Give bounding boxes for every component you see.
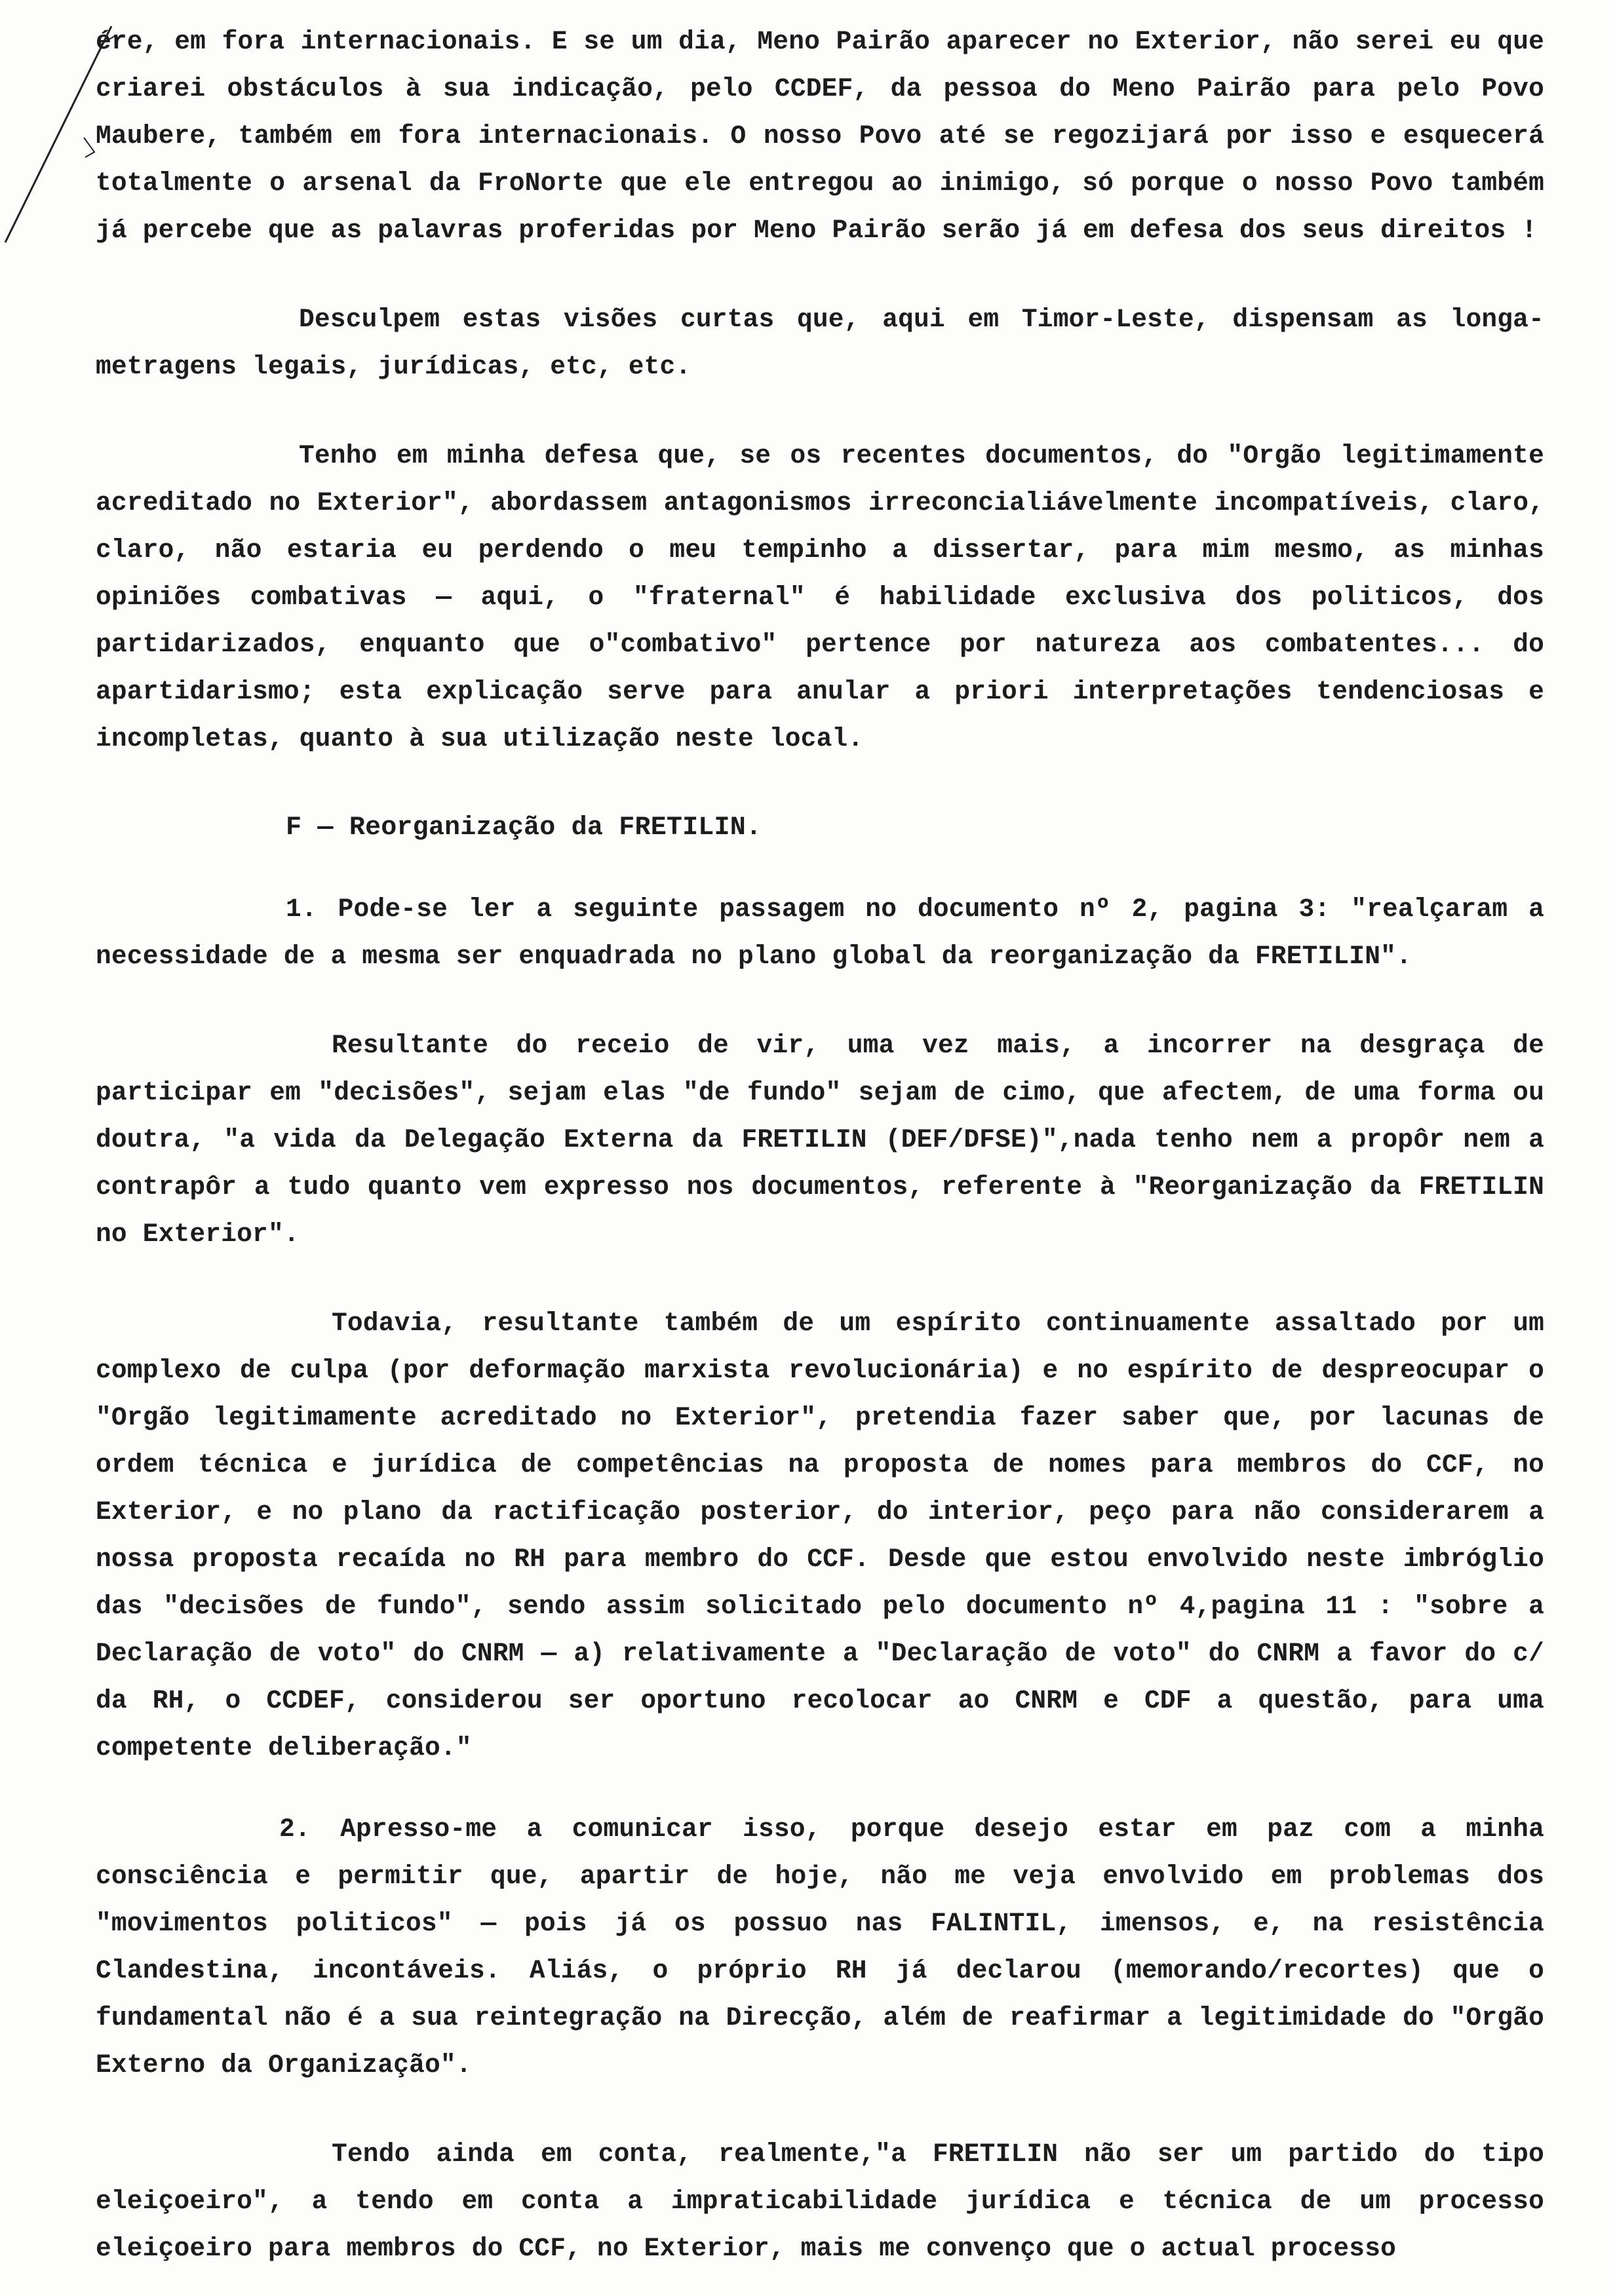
paragraph-2: Desculpem estas visões curtas que, aqui em Timor-Leste, dispensam as longa-metragens legais, jurídicas, etc, etc.	[96, 305, 1544, 381]
paragraph-1: ére, em fora internacionais. E se um dia, Meno Pairão aparecer no Exterior, não serei eu que criarei obstáculos à sua indicação, pelo CCDEF, da pessoa do Meno Pairão para pelo Povo Maubere, também em fora internacionais. O nosso Povo até se regozijará por isso e esquecerá totalmente o arsenal da FroNorte que ele entregou ao inimigo, só porque o nosso Povo também já percebe que as palavras proferidas por Meno Pairão serão já em defesa dos seus direitos !	[96, 27, 1544, 245]
paragraph-7: Todavia, resultante também de um espírito continuamente assaltado por um complexo de culpa (por deformação marxista revolucionária) e no espírito de despreocupar o "Orgão legitimamente acreditado no Exterior", pretendia fazer saber que, por lacunas de ordem técnica e jurídica de competências na proposta de nomes para membros do CCF, no Exterior, e no plano da ractificação posterior, do interior, peço para não considerarem a nossa proposta recaída no RH para membro do CCF. Desde que estou envolvido neste imbróglio das "decisões de fundo", sendo assim solicitado pelo documento nº 4,pagina 11 : "sobre a Declaração de voto" do CNRM — a) relativamente a "Declaração de voto" do CNRM a favor do c/ da RH, o CCDEF, considerou ser oportuno recolocar ao CNRM e CDF a questão, para uma competente deliberação."	[96, 1309, 1544, 1763]
paragraph-8: 2. Apresso-me a comunicar isso, porque desejo estar em paz com a minha consciência e permitir que, apartir de hoje, não me veja envolvido em problemas dos "movimentos politicos" — pois já os possuo nas FALINTIL, imensos, e, na resistência Clandestina, incontáveis. Aliás, o próprio RH já declarou (memorando/recortes) que o fundamental não é a sua reintegração na Direcção, além de reafirmar a legitimidade do "Orgão Externo da Organização".	[96, 1814, 1544, 2080]
paragraph-3: Tenho em minha defesa que, se os recentes documentos, do "Orgão legitimamente acreditado no Exterior", abordassem antagonismos irreconcialiávelmente incompatíveis, claro, claro, não estaria eu perdendo o meu tempinho a dissertar, para mim mesmo, as minhas opiniões combativas — aqui, o "fraternal" é habilidade exclusiva dos politicos, dos partidarizados, enquanto que o"combativo" pertence por natureza aos combatentes... do apartidarismo; esta explicação serve para anular a priori interpretações tendenciosas e incompletas, quanto à sua utilização neste local.	[96, 441, 1544, 754]
section-heading: F — Reorganização da FRETILIN.	[286, 813, 762, 843]
paragraph-5: 1. Pode-se ler a seguinte passagem no documento nº 2, pagina 3: "realçaram a necessidade de a mesma ser enquadrada no plano global da reorganização da FRETILIN".	[96, 894, 1544, 971]
typed-text-body	[96, 18, 1544, 2272]
paragraph-9: Tendo ainda em conta, realmente,"a FRETILIN não ser um partido do tipo eleiçoeiro", a tendo em conta a impraticabilidade jurídica e técnica de um processo eleiçoeiro para membros do CCF, no Exterior, mais me convenço que o actual processo	[96, 2139, 1544, 2263]
paragraph-6: Resultante do receio de vir, uma vez mais, a incorrer na desgraça de participar em "decisões", sejam elas "de fundo" sejam de cimo, que afectem, de uma forma ou doutra, "a vida da Delegação Externa da FRETILIN (DEF/DFSE)",nada tenho nem a propôr nem a contrapôr a tudo quanto vem expresso nos documentos, referente à "Reorganização da FRETILIN no Exterior".	[96, 1031, 1544, 1249]
